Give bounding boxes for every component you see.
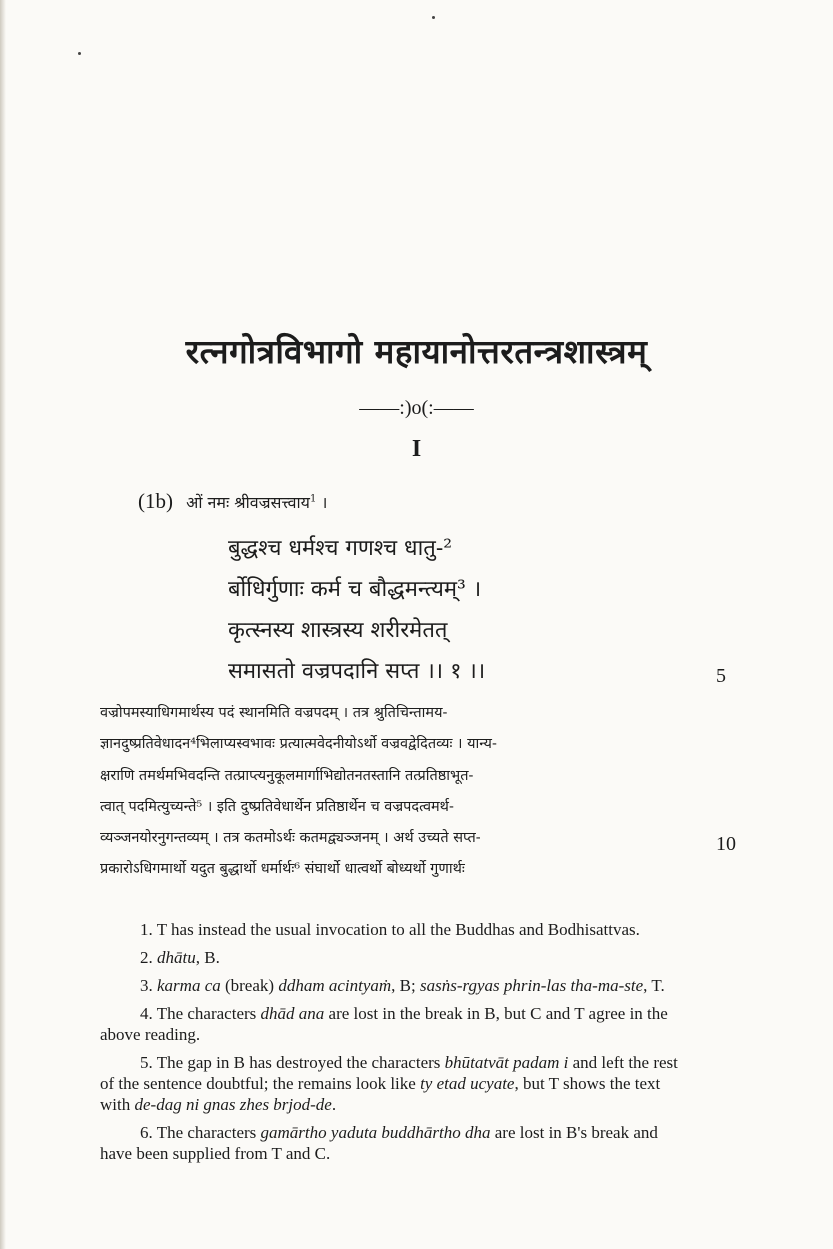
line-number-margin: 5 — [716, 665, 726, 687]
verse-line: कृत्स्नस्य शास्त्रस्य शरीरमेतत् — [228, 618, 448, 643]
page-title: रत्नगोत्रविभागो महायानोत्तरतन्त्रशास्त्रम् — [185, 332, 648, 371]
prose-line: प्रकारोऽधिगमार्थो यदुत बुद्धार्थो धर्मार्थः⁶ संघार्थो धात्वर्थो बोध्यर्थो गुणार्थः — [100, 861, 465, 878]
footnote-item: 4. The characters dhād ana are lost in the break in B, but C and T agree in the above reading. — [100, 1004, 668, 1044]
verse-line: बुद्धश्च धर्मश्च गणश्च धातु-² — [228, 536, 453, 561]
footnote-item: 1. T has instead the usual invocation to all the Buddhas and Bodhisattvas. — [140, 920, 640, 939]
footnote-item: 2. dhātu, B. — [140, 948, 220, 967]
verse-line: र्बोधिर्गुणाः कर्म च बौद्धमन्त्यम्³ । — [228, 577, 482, 602]
prose-line: व्यञ्जनयोरनुगन्तव्यम् । तत्र कतमोऽर्थः कतमद्व्यञ्जनम् । अर्थ उच्यते सप्त- — [100, 830, 481, 847]
danda: । — [316, 493, 328, 512]
verse-block — [228, 528, 485, 692]
footnote-item: 5. The gap in B has destroyed the characters bhūtatvāt padam i and left the rest of the sentence doubtful; the remains look like ty etad ucyate, but T shows the text with de-dag ni gnas zhes brjod-de. — [100, 1053, 678, 1114]
title-ornament: ——:)o(:—— — [359, 397, 474, 419]
folio-reference: (1b) — [138, 489, 173, 513]
prose-line: क्षराणि तमर्थमभिवदन्ति तत्प्राप्त्यनुकूलमार्गाभिद्योतनतस्तानि तत्प्रतिष्ठाभूत- — [100, 767, 474, 784]
commentary-block — [100, 698, 680, 886]
prose-line: त्वात् पदमित्युच्यन्ते⁵ । इति दुष्प्रतिवेधार्थेन प्रतिष्ठार्थेन च वज्रपदत्वमर्थ- — [100, 798, 454, 815]
invocation-line — [138, 489, 327, 514]
print-speck — [78, 52, 81, 55]
footnote-marker: 1 — [309, 493, 317, 505]
invocation-text: ओं नमः श्रीवज्रसत्त्वाय — [186, 493, 310, 512]
chapter-number: I — [411, 436, 422, 462]
prose-line: ज्ञानदुष्प्रतिवेधादन⁴भिलाप्यस्वभावः प्रत्यात्मवेदनीयोऽर्थो वज्रवद्वेदितव्यः । यान्य- — [100, 736, 497, 753]
footnotes — [100, 919, 680, 1171]
verse-line: समासतो वज्रपदानि सप्त ।। १ ।। — [228, 659, 486, 684]
line-number-margin: 10 — [716, 833, 736, 855]
footnote-item: 3. karma ca (break) ddham acintyaṁ, B; sasṅs-rgyas phrin-las tha-ma-ste, T. — [140, 976, 665, 995]
print-speck — [432, 16, 435, 19]
footnote-item: 6. The characters gamārtho yaduta buddhārtho dha are lost in B's break and have been supplied from T and C. — [100, 1123, 658, 1163]
page-spine-shadow — [0, 0, 6, 1249]
prose-line: वज्रोपमस्याधिगमार्थस्य पदं स्थानमिति वज्रपदम् । तत्र श्रुतिचिन्तामय- — [100, 705, 448, 721]
